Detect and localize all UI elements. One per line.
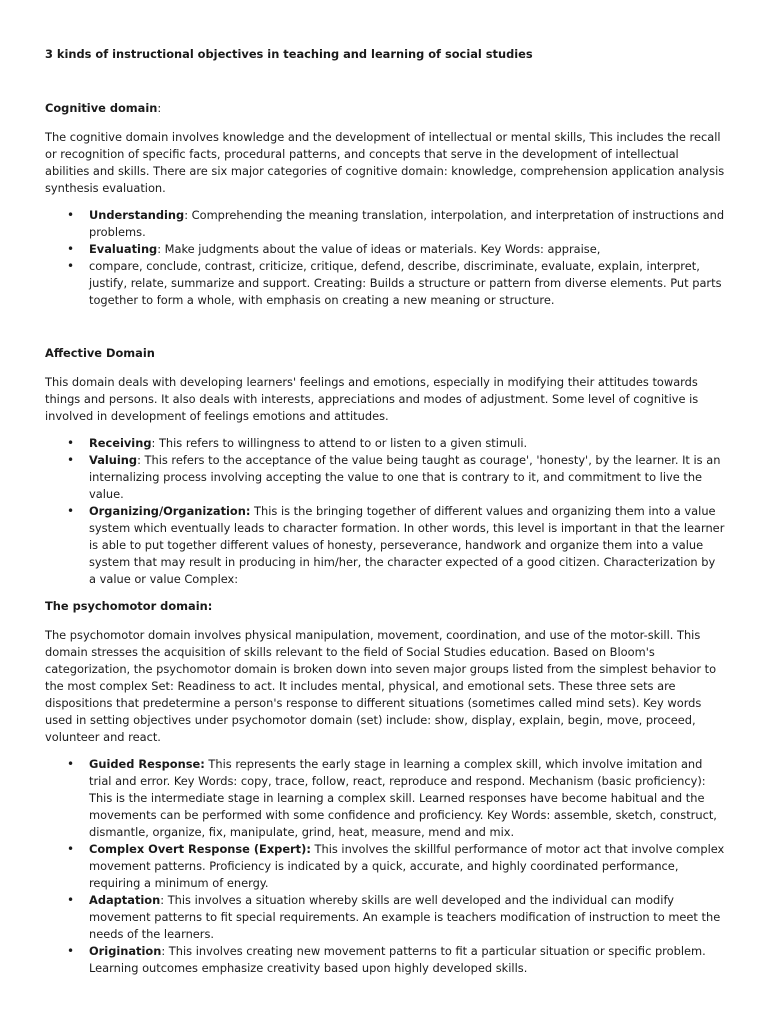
list-item (89, 892, 725, 943)
list-item (89, 452, 725, 503)
item-text: : This involves creating new movement patterns to fit a particular situation or specific problem. Learning outcomes emphasize creativity based upon highly developed skills. (89, 944, 706, 975)
item-text: : Make judgments about the value of ideas or materials. Key Words: appraise, (157, 242, 601, 256)
psychomotor-paragraph: The psychomotor domain involves physical manipulation, movement, coordination, and use of the motor-skill. This domain stresses the acquisition of skills relevant to the field of Social Studies education. Based on Bloom's categorization, the psychomotor domain is broken down into seven major groups listed from the simplest behavior to the most complex Set: Readiness to act. It includes mental, physical, and emotional sets. These three sets are dispositions that predetermine a person's response to different situations (sometimes called mind sets). Key words used in setting objectives under psychomotor domain (set) include: show, display, explain, begin, move, proceed, volunteer and react. (45, 628, 717, 744)
affective-list (45, 435, 725, 588)
list-item (89, 943, 725, 977)
psychomotor-list (45, 756, 725, 977)
list-item (89, 258, 725, 309)
cognitive-list (45, 207, 725, 309)
psychomotor-heading (45, 598, 725, 615)
item-term: Organizing/Organization: (89, 504, 251, 518)
list-item (89, 503, 725, 588)
cognitive-heading-text: Cognitive domain (45, 101, 158, 115)
list-item (89, 756, 725, 841)
item-term: Valuing (89, 453, 138, 467)
item-text: compare, conclude, contrast, criticize, critique, defend, describe, discriminate, evaluate, explain, interpret, justify, relate, summarize and support. Creating: Builds a structure or pattern from diverse elements. Put parts together to form a whole, with emphasis on creating a new meaning or structure. (89, 259, 722, 307)
document-content (45, 46, 725, 977)
list-item (89, 841, 725, 892)
document-title: 3 kinds of instructional objectives in teaching and learning of social studies (45, 47, 533, 61)
affective-paragraph: This domain deals with developing learners' feelings and emotions, especially in modifying their attitudes towards things and persons. It also deals with interests, appreciations and modes of adjustment. Some level of cognitive is involved in development of feelings emotions and attitudes. (45, 375, 699, 423)
item-term: Origination (89, 944, 162, 958)
item-text: This is the bringing together of different values and organizing them into a value system which eventually leads to character formation. In other words, this level is important in that the learner is able to put together different values of honesty, perseverance, handwork and organize them into a value system that may result in producing in him/her, the character expected of a good citizen. Characterization by a value or value Complex: (89, 504, 725, 586)
affective-heading-text: Affective Domain (45, 346, 155, 360)
item-term: Receiving (89, 436, 152, 450)
list-item (89, 207, 725, 241)
item-text: : This refers to willingness to attend to or listen to a given stimuli. (151, 436, 528, 450)
cognitive-heading-suffix: : (157, 101, 162, 115)
item-text: This represents the early stage in learning a complex skill, which involve imitation and trial and error. Key Words: copy, trace, follow, react, reproduce and respond. Mechanism (basic proficiency): This is the intermediate stage in learning a complex skill. Learned responses have become habitual and the movements can be performed with some confidence and proficiency. Key Words: assemble, sketch, construct, dismantle, organize, fix, manipulate, grind, heat, measure, mend and mix. (89, 757, 717, 839)
item-text: : This involves a situation whereby skills are well developed and the individual can modify movement patterns to fit special requirements. An example is teachers modification of instruction to meet the needs of the learners. (89, 893, 721, 941)
item-term: Understanding (89, 208, 185, 222)
psychomotor-heading-text: The psychomotor domain: (45, 599, 213, 613)
affective-heading (45, 345, 725, 362)
item-term: Guided Response: (89, 757, 205, 771)
item-term: Adaptation (89, 893, 161, 907)
item-text: : This refers to the acceptance of the value being taught as courage', 'honesty', by the learner. It is an internalizing process involving accepting the value to one that is contrary to it, and commitment to live the value. (89, 453, 721, 501)
item-text: : Comprehending the meaning translation, interpolation, and interpretation of instructions and problems. (89, 208, 725, 239)
item-term: Complex Overt Response (Expert): (89, 842, 311, 856)
list-item (89, 435, 725, 452)
list-item (89, 241, 725, 258)
item-text: This involves the skillful performance of motor act that involve complex movement patterns. Proficiency is indicated by a quick, accurate, and highly coordinated performance, requiring a minimum of energy. (89, 842, 725, 890)
cognitive-paragraph: The cognitive domain involves knowledge and the development of intellectual or mental skills, This includes the recall or recognition of specific facts, procedural patterns, and concepts that serve in the development of intellectual abilities and skills. There are six major categories of cognitive domain: knowledge, comprehension application analysis synthesis evaluation. (45, 130, 725, 195)
item-term: Evaluating (89, 242, 158, 256)
cognitive-heading (45, 100, 725, 117)
